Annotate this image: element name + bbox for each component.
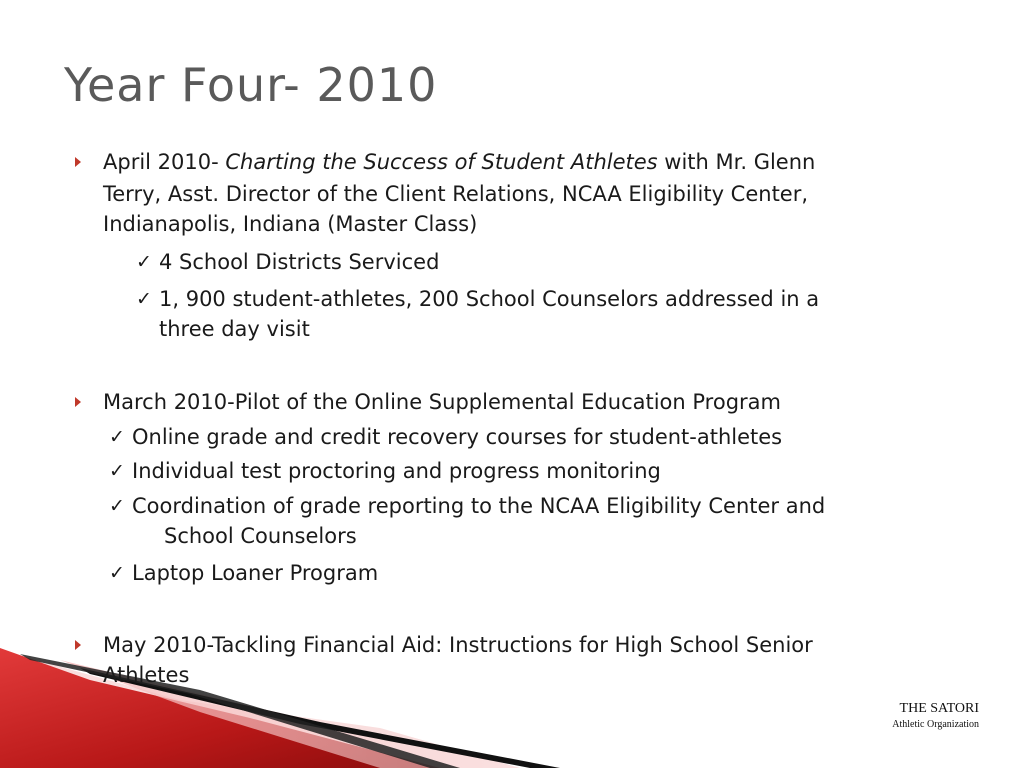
check-icon: ✓ [136, 288, 152, 310]
subitem-2-4: Laptop Loaner Program [132, 561, 379, 585]
footer-org-name: THE SATORI [899, 701, 979, 716]
event-title: Charting the Success of Student Athletes [225, 150, 658, 174]
page-title: Year Four- 2010 [64, 58, 438, 112]
bullet-1-line-3: Indianapolis, Indiana (Master Class) [103, 212, 478, 236]
triangle-bullet-icon [75, 640, 81, 650]
bullet-1-line-2: Terry, Asst. Director of the Client Relations, NCAA Eligibility Center, [103, 182, 809, 206]
organization-footer [892, 700, 979, 732]
bullet-1-line-1: April 2010- Charting the Success of Student Athletes with Mr. Glenn [103, 150, 816, 174]
check-icon: ✓ [109, 460, 125, 482]
bullet-3-line-2: Athletes [103, 663, 190, 687]
subitem-1-2-line-2: three day visit [159, 317, 310, 341]
subitem-2-2: Individual test proctoring and progress monitoring [132, 459, 661, 483]
check-icon: ✓ [136, 251, 152, 273]
bullet-2-line-1: March 2010-Pilot of the Online Supplemental Education Program [103, 390, 781, 414]
bullet-3-line-1: May 2010-Tackling Financial Aid: Instructions for High School Senior [103, 633, 813, 657]
triangle-bullet-icon [75, 397, 81, 407]
subitem-2-1: Online grade and credit recovery courses for student-athletes [132, 425, 783, 449]
check-icon: ✓ [109, 562, 125, 584]
check-icon: ✓ [109, 426, 125, 448]
subitem-2-3-line-2: School Counselors [164, 524, 357, 548]
subitem-2-3-line-1: Coordination of grade reporting to the NCAA Eligibility Center and [132, 494, 826, 518]
triangle-bullet-icon [75, 157, 81, 167]
subitem-1-2-line-1: 1, 900 student-athletes, 200 School Counselors addressed in a [159, 287, 820, 311]
subitem-1-1: 4 School Districts Serviced [159, 250, 440, 274]
footer-org-subtitle: Athletic Organization [892, 719, 979, 730]
check-icon: ✓ [109, 495, 125, 517]
